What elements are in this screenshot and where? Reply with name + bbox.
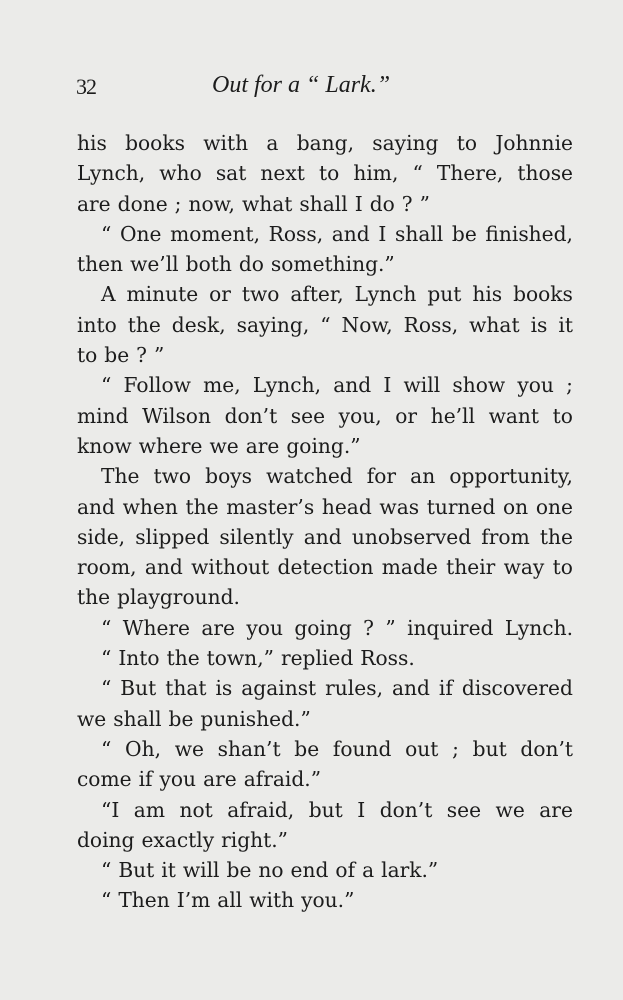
word: with: [203, 131, 249, 155]
text-line: [77, 189, 573, 219]
word: shall: [113, 706, 162, 731]
word: the: [127, 312, 161, 337]
word: him,: [353, 161, 399, 186]
word: One: [119, 221, 162, 246]
word: ”: [385, 615, 396, 640]
text-line: [77, 855, 573, 885]
word: and: [144, 555, 183, 580]
word: we’ll: [130, 252, 179, 277]
word: Lynch,: [77, 161, 146, 186]
word: do: [369, 191, 395, 216]
word: the: [166, 646, 200, 671]
word: opportunity,: [449, 464, 573, 489]
word: a: [362, 858, 375, 883]
word: it: [558, 312, 573, 337]
word: put: [427, 282, 462, 307]
word: I: [378, 221, 387, 246]
word: boys: [205, 464, 252, 489]
text-line: [77, 643, 573, 673]
word: something.”: [270, 252, 395, 277]
word: if: [138, 767, 153, 792]
word: was: [379, 494, 420, 519]
text-line: [77, 885, 573, 915]
word: to: [456, 131, 478, 155]
word: I: [354, 191, 363, 216]
word: when: [122, 494, 178, 519]
word: the: [77, 585, 111, 610]
word: if: [438, 676, 453, 701]
text-line: [77, 431, 573, 461]
word: be: [104, 343, 130, 368]
word: we: [209, 433, 239, 458]
text-line: [77, 340, 573, 370]
word: with: [249, 888, 295, 913]
word: into: [77, 312, 117, 337]
word: “: [101, 736, 112, 761]
text-line: [77, 461, 573, 491]
word: room,: [77, 555, 137, 580]
word: will: [182, 858, 220, 883]
word: do: [238, 252, 264, 277]
text-line: [77, 795, 573, 825]
word: be: [294, 736, 320, 761]
word: are: [245, 433, 280, 458]
word: watched: [266, 464, 353, 489]
word: am: [133, 797, 165, 822]
word: Wilson: [142, 403, 211, 428]
word: out: [405, 736, 439, 761]
word: is: [215, 676, 233, 701]
word: are: [201, 615, 236, 640]
word: you.”: [301, 888, 355, 913]
word: detection: [277, 555, 374, 580]
word: ;: [566, 373, 573, 398]
word: Follow: [123, 373, 191, 398]
word: side,: [77, 524, 126, 549]
word: way: [503, 555, 545, 580]
word: of: [335, 858, 356, 883]
text-line: [77, 370, 573, 400]
text-line: [77, 219, 573, 249]
word: see: [290, 403, 326, 428]
word: A: [101, 282, 116, 307]
word: or: [395, 403, 418, 428]
text-line: [77, 492, 573, 522]
word: from: [481, 524, 530, 549]
word: desk,: [171, 312, 226, 337]
word: see: [446, 797, 482, 822]
word: without: [191, 555, 270, 580]
word: and: [331, 221, 370, 246]
word: “: [101, 676, 112, 701]
word: “: [101, 646, 112, 671]
text-line: [77, 249, 573, 279]
word: want: [488, 403, 540, 428]
word: replied: [280, 646, 354, 671]
word: ”: [153, 343, 165, 368]
word: and: [391, 676, 430, 701]
text-line: [77, 613, 573, 643]
word: now,: [188, 191, 235, 216]
word: saying,: [236, 312, 310, 337]
word: what: [469, 312, 520, 337]
body-text: [77, 128, 573, 916]
word: going: [294, 615, 352, 640]
word: playground.: [117, 585, 240, 610]
word: me,: [203, 373, 241, 398]
word: you,: [338, 403, 382, 428]
word: books: [513, 282, 573, 307]
word: rules,: [325, 676, 383, 701]
word: “: [101, 888, 112, 913]
word: don’t: [379, 797, 433, 822]
word: The: [101, 464, 140, 489]
word: one: [535, 494, 573, 519]
word: be: [451, 221, 477, 246]
word: on: [503, 494, 529, 519]
word: we: [77, 706, 107, 731]
word: no: [258, 858, 284, 883]
text-line: [77, 764, 573, 794]
word: then: [77, 252, 124, 277]
word: he’ll: [430, 403, 475, 428]
word: ?: [136, 343, 147, 368]
word: you: [246, 615, 283, 640]
word: ?: [401, 191, 413, 216]
word: books: [125, 131, 185, 155]
word: we: [174, 736, 204, 761]
word: those: [517, 161, 573, 186]
word: are: [203, 767, 237, 792]
word: mind: [77, 403, 129, 428]
word: “: [412, 161, 423, 186]
word: “: [101, 373, 112, 398]
word: Lynch: [354, 282, 417, 307]
word: made: [381, 555, 438, 580]
word: “: [101, 615, 112, 640]
word: “: [320, 312, 331, 337]
word: finished,: [485, 221, 573, 246]
word: will: [403, 373, 441, 398]
word: are: [77, 191, 111, 216]
word: Where: [122, 615, 190, 640]
word: show: [452, 373, 506, 398]
word: saying: [372, 131, 439, 155]
word: “I: [101, 797, 120, 822]
word: against: [241, 676, 317, 701]
word: and: [77, 494, 115, 519]
word: afraid.”: [243, 767, 322, 792]
word: shall: [394, 221, 444, 246]
word: after,: [290, 282, 344, 307]
text-line: [77, 734, 573, 764]
word: But: [118, 858, 155, 883]
word: both: [185, 252, 232, 277]
text-line: [77, 552, 573, 582]
word: Lynch.: [504, 615, 573, 640]
word: but: [472, 736, 507, 761]
word: Ross,: [268, 221, 324, 246]
word: going.”: [286, 433, 361, 458]
word: the: [185, 494, 219, 519]
word: it: [161, 858, 176, 883]
word: to: [552, 403, 573, 428]
word: found: [332, 736, 392, 761]
word: and: [303, 524, 342, 549]
word: are: [539, 797, 573, 822]
word: done: [117, 191, 168, 216]
text-line: [77, 704, 573, 734]
text-line: [77, 279, 573, 309]
word: I: [383, 373, 392, 398]
text-line: [77, 522, 573, 552]
text-line: [77, 158, 573, 188]
word: right.”: [221, 827, 289, 852]
word: ”: [419, 191, 430, 216]
word: be: [226, 858, 252, 883]
word: to: [552, 555, 573, 580]
word: “: [101, 858, 112, 883]
word: doing: [77, 827, 135, 852]
word: ;: [452, 736, 459, 761]
word: exactly: [141, 827, 215, 852]
word: punished.”: [200, 706, 311, 731]
word: sat: [215, 161, 247, 186]
word: “: [101, 221, 112, 246]
running-title: Out for a “ Lark.”: [212, 72, 391, 98]
word: don’t: [520, 736, 573, 761]
word: Ross.: [360, 646, 415, 671]
word: slipped: [135, 524, 210, 549]
word: know: [77, 433, 132, 458]
word: you: [159, 767, 197, 792]
word: moment,: [170, 221, 260, 246]
word: inquired: [407, 615, 494, 640]
word: shall: [299, 191, 348, 216]
word: end: [290, 858, 329, 883]
word: turned: [426, 494, 496, 519]
word: be: [168, 706, 194, 731]
word: unobserved: [351, 524, 472, 549]
word: master’s: [226, 494, 315, 519]
text-line: [77, 128, 573, 158]
text-line: [77, 401, 573, 431]
word: next: [260, 161, 305, 186]
word: afraid,: [227, 797, 295, 822]
word: is: [530, 312, 548, 337]
word: There,: [436, 161, 504, 186]
word: Ross,: [403, 312, 459, 337]
word: their: [446, 555, 496, 580]
word: town,”: [206, 646, 274, 671]
page-number: 32: [76, 74, 96, 99]
word: But: [120, 676, 157, 701]
word: his: [472, 282, 503, 307]
word: shan’t: [217, 736, 281, 761]
text-line: [77, 673, 573, 703]
word: we: [495, 797, 525, 822]
word: the: [539, 524, 573, 549]
word: minute: [126, 282, 199, 307]
word: Johnnie: [495, 131, 573, 155]
word: all: [217, 888, 243, 913]
text-line: [77, 310, 573, 340]
word: ;: [174, 191, 182, 216]
word: lark.”: [381, 858, 439, 883]
word: Then: [118, 888, 170, 913]
word: who: [159, 161, 202, 186]
word: Lynch,: [252, 373, 321, 398]
word: head: [321, 494, 372, 519]
word: what: [241, 191, 293, 216]
text-line: [77, 825, 573, 855]
word: or: [209, 282, 231, 307]
word: discovered: [461, 676, 573, 701]
word: don’t: [224, 403, 278, 428]
word: and: [333, 373, 372, 398]
word: Oh,: [125, 736, 162, 761]
word: silently: [219, 524, 294, 549]
word: to: [77, 343, 98, 368]
word: but: [308, 797, 343, 822]
word: his: [77, 131, 107, 155]
word: Now,: [341, 312, 393, 337]
word: to: [318, 161, 340, 186]
word: where: [138, 433, 203, 458]
word: I: [357, 797, 366, 822]
word: for: [366, 464, 397, 489]
text-line: [77, 582, 573, 612]
word: a: [266, 131, 279, 155]
word: two: [241, 282, 280, 307]
page-header: [76, 68, 576, 108]
word: you: [517, 373, 554, 398]
word: an: [410, 464, 436, 489]
word: come: [77, 767, 132, 792]
word: that: [165, 676, 207, 701]
word: I’m: [176, 888, 211, 913]
word: bang,: [296, 131, 354, 155]
word: Into: [118, 646, 160, 671]
word: ?: [363, 615, 374, 640]
word: two: [153, 464, 192, 489]
word: not: [179, 797, 213, 822]
